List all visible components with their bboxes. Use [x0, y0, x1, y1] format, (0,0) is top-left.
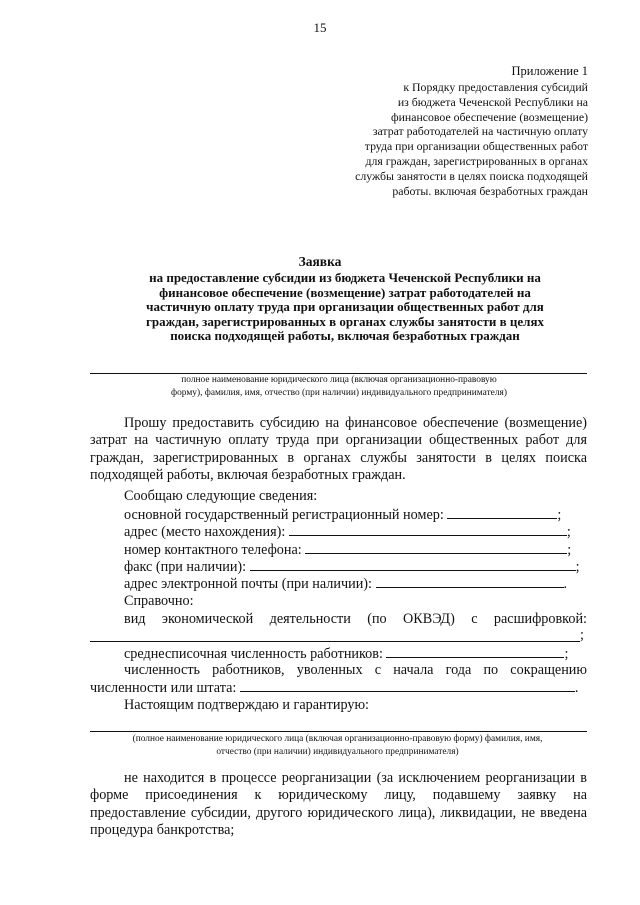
avg-headcount-label: среднесписочная численность работников: [124, 646, 383, 662]
dismissed-label: численность работников, уволенных с начала года по сокращению [124, 662, 587, 678]
info-intro: Сообщаю следующие сведения: [124, 488, 318, 504]
punct: . [563, 576, 568, 592]
appendix-note-line: службы занятости в целях поиска подходящей [355, 168, 588, 183]
ogrn-input[interactable] [447, 506, 557, 519]
confirm-name-caption [85, 733, 590, 758]
confirm-name-field[interactable] [90, 731, 587, 732]
form-subtitle-line: на предоставление субсидии из бюджета Чеченской Республики на [149, 270, 541, 285]
fax-input[interactable] [250, 558, 576, 571]
form-subtitle-line: граждан, зарегистрированных в органах службы занятости в целях [146, 313, 544, 329]
okved-label: вид экономической деятельности (по ОКВЭД) с расшифровкой: [124, 611, 587, 627]
address-row [90, 523, 621, 541]
form-subtitle-line: финансовое обеспечение (возмещение) затрат работодателей на [159, 284, 531, 300]
request-paragraph: Прошу предоставить субсидию на финансовое обеспечение (возмещение) затрат на частичную оплату труда при организации общественных работ для граждан, зарегистрированных в органах службы занятости в целях поиска подходящей работы, включая безработных граждан. [90, 415, 587, 484]
punct: ; [575, 559, 580, 575]
punct: ; [580, 627, 584, 643]
reorg-paragraph: не находится в процессе реорганизации (за исключением реорганизации в форме присоединения к юридическому лицу, подавшему заявку на предоставление субсидии, другого юридического лица), ликвидации, не введена процедура банкротства; [90, 770, 587, 839]
appendix-note-line: труда при организации общественных работ [364, 139, 588, 154]
ogrn-label: основной государственный регистрационный номер: [124, 507, 444, 523]
punct: . [574, 680, 579, 696]
punct: ; [564, 646, 569, 662]
caption-line: полное наименование юридического лица (включая организационно-правовую [181, 375, 497, 385]
dismissed-row [90, 679, 587, 697]
punct: ; [557, 507, 562, 523]
appendix-note-line: затрат работодателей на частичную оплату [372, 124, 588, 139]
address-input[interactable] [289, 523, 567, 536]
appendix-note-line: из бюджета Чеченской Республики на [397, 94, 588, 109]
appendix-note-line: к Порядку предоставления субсидий [403, 80, 588, 94]
phone-row [90, 541, 621, 559]
confirm-text: Настоящим подтверждаю и гарантирую: [124, 697, 369, 713]
dismissed-input[interactable] [240, 679, 575, 692]
punct: ; [567, 542, 572, 558]
avg-headcount-input[interactable] [386, 645, 564, 658]
address-label: адрес (место нахождения): [124, 524, 286, 540]
caption-line: форму), фамилия, имя, отчество (при наличии) индивидуального предпринимателя) [171, 387, 507, 398]
appendix-note [288, 80, 588, 198]
okved-input[interactable] [90, 641, 580, 642]
fax-label: факс (при наличии): [124, 559, 247, 575]
fax-row [90, 558, 621, 576]
email-label: адрес электронной почты (при наличии): [124, 576, 372, 592]
form-title: Заявка [298, 254, 342, 269]
appendix-note-line: финансовое обеспечение (возмещение) [390, 109, 588, 124]
reference-label: Справочно: [124, 593, 194, 609]
dismissed-label-cont: численности или штата: [90, 680, 237, 696]
appendix-note-line: работы. включая безработных граждан [392, 183, 588, 198]
form-subtitle-line: поиска подходящей работы, включая безработных граждан [170, 328, 520, 344]
page-number: 15 [313, 20, 327, 35]
form-subtitle-line: частичную оплату труда при организации общественных работ для [146, 299, 544, 315]
avg-headcount-row [90, 645, 621, 663]
caption-line: (полное наименование юридического лица (включая организационно-правовую форму) фамилия, имя, [132, 734, 543, 744]
punct: ; [566, 524, 571, 540]
ogrn-row [90, 506, 621, 524]
appendix-label: Приложение 1 [511, 64, 588, 78]
caption-line: отчество (при наличии) индивидуального предпринимателя) [216, 746, 459, 757]
appendix-note-line: для граждан, зарегистрированных в органах [365, 153, 588, 168]
email-input[interactable] [376, 575, 564, 588]
phone-input[interactable] [305, 541, 567, 554]
form-subtitle [110, 271, 580, 344]
phone-label: номер контактного телефона: [124, 542, 302, 558]
email-row [90, 575, 621, 593]
applicant-name-caption [100, 374, 578, 399]
